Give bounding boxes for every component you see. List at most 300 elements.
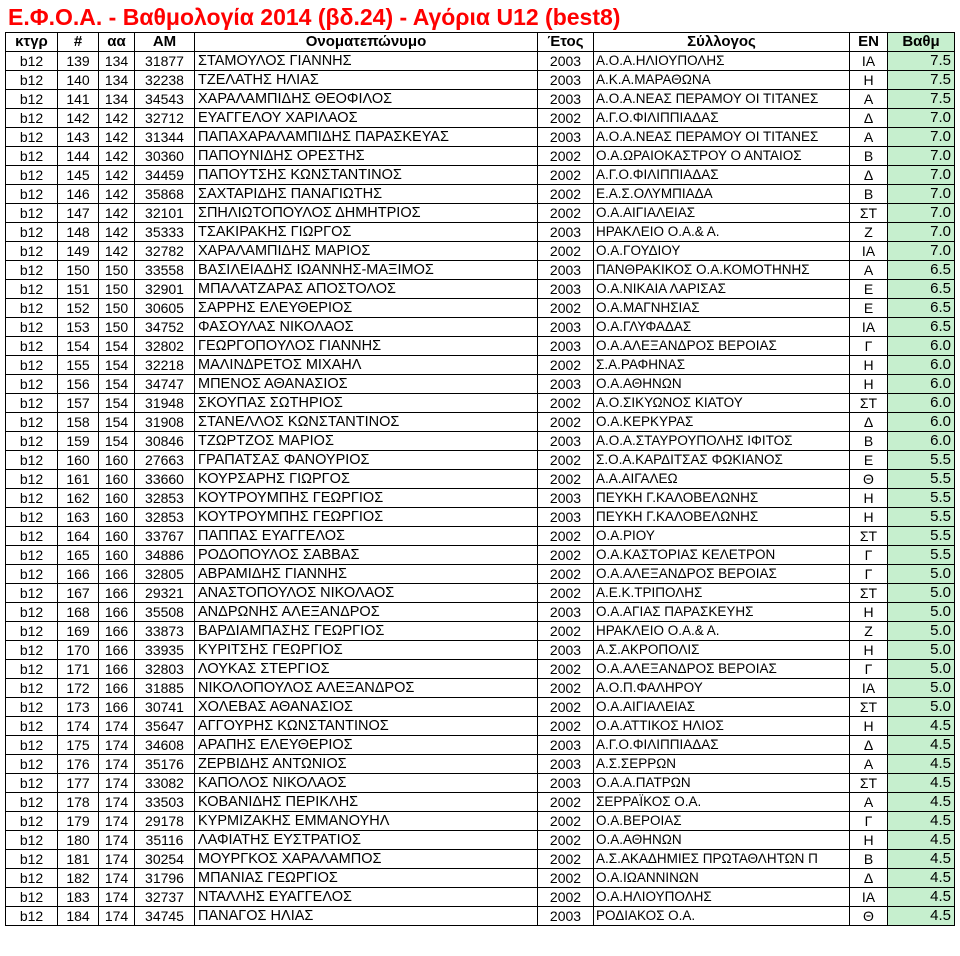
- cell-category: b12: [6, 831, 58, 850]
- cell-category: b12: [6, 565, 58, 584]
- cell-points: 7.0: [888, 147, 955, 166]
- table-row: [6, 394, 955, 413]
- header-region: ΕΝ: [850, 33, 888, 52]
- cell-position: 160: [99, 508, 135, 527]
- page-title: Ε.Φ.Ο.Α. - Βαθμολογία 2014 (βδ.24) - Αγόρια U12 (best8): [8, 4, 621, 30]
- cell-region: ΣΤ: [850, 584, 888, 603]
- table-row: [6, 584, 955, 603]
- table-row: [6, 508, 955, 527]
- cell-category: b12: [6, 90, 58, 109]
- cell-full-name: ΜΟΥΡΓΚΟΣ ΧΑΡΑΛΑΜΠΟΣ: [195, 850, 538, 869]
- cell-registration-number: 35116: [135, 831, 195, 850]
- cell-category: b12: [6, 280, 58, 299]
- cell-full-name: ΑΡΑΠΗΣ ΕΛΕΥΘΕΡΙΟΣ: [195, 736, 538, 755]
- cell-year: 2003: [538, 489, 594, 508]
- cell-rank: 174: [58, 717, 99, 736]
- cell-region: Η: [850, 831, 888, 850]
- cell-points: 7.5: [888, 90, 955, 109]
- cell-year: 2002: [538, 869, 594, 888]
- cell-rank: 143: [58, 128, 99, 147]
- table-row: [6, 622, 955, 641]
- cell-registration-number: 27663: [135, 451, 195, 470]
- cell-position: 166: [99, 603, 135, 622]
- cell-club: Ο.Α.ΗΛΙΟΥΠΟΛΗΣ: [594, 888, 850, 907]
- table-row: [6, 90, 955, 109]
- cell-registration-number: 29178: [135, 812, 195, 831]
- cell-category: b12: [6, 489, 58, 508]
- cell-year: 2003: [538, 641, 594, 660]
- table-row: [6, 375, 955, 394]
- cell-year: 2002: [538, 717, 594, 736]
- cell-category: b12: [6, 812, 58, 831]
- cell-category: b12: [6, 356, 58, 375]
- cell-rank: 179: [58, 812, 99, 831]
- cell-club: Α.Ο.Α.ΗΛΙΟΥΠΟΛΗΣ: [594, 52, 850, 71]
- table-row: [6, 869, 955, 888]
- cell-region: Β: [850, 147, 888, 166]
- cell-full-name: ΓΕΩΡΓΟΠΟΥΛΟΣ ΓΙΑΝΝΗΣ: [195, 337, 538, 356]
- cell-club: Α.Ο.Α.ΝΕΑΣ ΠΕΡΑΜΟΥ ΟΙ ΤΙΤΑΝΕΣ: [594, 90, 850, 109]
- cell-position: 174: [99, 812, 135, 831]
- cell-registration-number: 32901: [135, 280, 195, 299]
- cell-points: 6.0: [888, 413, 955, 432]
- cell-club: ΗΡΑΚΛΕΙΟ Ο.Α.& Α.: [594, 622, 850, 641]
- cell-points: 5.5: [888, 489, 955, 508]
- cell-full-name: ΣΤΑΝΕΛΛΟΣ ΚΩΝΣΤΑΝΤΙΝΟΣ: [195, 413, 538, 432]
- cell-year: 2002: [538, 622, 594, 641]
- cell-position: 174: [99, 907, 135, 926]
- table-row: [6, 280, 955, 299]
- cell-points: 5.0: [888, 660, 955, 679]
- cell-full-name: ΛΟΥΚΑΣ ΣΤΕΡΓΙΟΣ: [195, 660, 538, 679]
- cell-year: 2002: [538, 413, 594, 432]
- table-row: [6, 147, 955, 166]
- cell-rank: 158: [58, 413, 99, 432]
- cell-club: Σ.Ο.Α.ΚΑΡΔΙΤΣΑΣ ΦΩΚΙΑΝΟΣ: [594, 451, 850, 470]
- cell-full-name: ΑΝΔΡΩΝΗΣ ΑΛΕΞΑΝΔΡΟΣ: [195, 603, 538, 622]
- table-row: [6, 52, 955, 71]
- cell-rank: 170: [58, 641, 99, 660]
- cell-rank: 157: [58, 394, 99, 413]
- cell-points: 4.5: [888, 869, 955, 888]
- cell-club: Ο.Α.ΚΕΡΚΥΡΑΣ: [594, 413, 850, 432]
- cell-registration-number: 33660: [135, 470, 195, 489]
- cell-club: Ο.Α.ΑΙΓΙΑΛΕΙΑΣ: [594, 698, 850, 717]
- cell-registration-number: 31877: [135, 52, 195, 71]
- cell-year: 2003: [538, 337, 594, 356]
- cell-club: Ο.Α.ΑΙΓΙΑΛΕΙΑΣ: [594, 204, 850, 223]
- cell-rank: 140: [58, 71, 99, 90]
- cell-full-name: ΜΑΛΙΝΔΡΕΤΟΣ ΜΙΧΑΗΛ: [195, 356, 538, 375]
- cell-club: Ο.Α.ΑΤΤΙΚΟΣ ΗΛΙΟΣ: [594, 717, 850, 736]
- cell-full-name: ΦΑΣΟΥΛΑΣ ΝΙΚΟΛΑΟΣ: [195, 318, 538, 337]
- cell-club: Ο.Α.ΑΛΕΞΑΝΔΡΟΣ ΒΕΡΟΙΑΣ: [594, 337, 850, 356]
- cell-rank: 144: [58, 147, 99, 166]
- table-row: [6, 318, 955, 337]
- table-row: [6, 185, 955, 204]
- table-row: [6, 299, 955, 318]
- cell-position: 142: [99, 147, 135, 166]
- cell-club: Α.Σ.ΑΚΑΔΗΜΙΕΣ ΠΡΩΤΑΘΛΗΤΩΝ Π: [594, 850, 850, 869]
- cell-registration-number: 34886: [135, 546, 195, 565]
- cell-registration-number: 32853: [135, 489, 195, 508]
- cell-rank: 142: [58, 109, 99, 128]
- cell-club: Ο.Α.ΩΡΑΙΟΚΑΣΤΡΟΥ Ο ΑΝΤΑΙΟΣ: [594, 147, 850, 166]
- cell-registration-number: 34459: [135, 166, 195, 185]
- cell-year: 2002: [538, 451, 594, 470]
- cell-position: 142: [99, 166, 135, 185]
- cell-registration-number: 33935: [135, 641, 195, 660]
- cell-rank: 178: [58, 793, 99, 812]
- cell-points: 5.5: [888, 527, 955, 546]
- cell-region: Ζ: [850, 223, 888, 242]
- cell-category: b12: [6, 128, 58, 147]
- cell-full-name: ΝΤΑΛΛΗΣ ΕΥΑΓΓΕΛΟΣ: [195, 888, 538, 907]
- cell-region: Β: [850, 185, 888, 204]
- cell-position: 174: [99, 850, 135, 869]
- cell-club: ΠΑΝΘΡΑΚΙΚΟΣ Ο.Α.ΚΟΜΟΤΗΝΗΣ: [594, 261, 850, 280]
- cell-region: Δ: [850, 109, 888, 128]
- cell-year: 2003: [538, 375, 594, 394]
- table-row: [6, 489, 955, 508]
- cell-full-name: ΠΑΠΟΥΝΙΔΗΣ ΟΡΕΣΤΗΣ: [195, 147, 538, 166]
- cell-region: Α: [850, 90, 888, 109]
- cell-registration-number: 32805: [135, 565, 195, 584]
- cell-points: 7.0: [888, 128, 955, 147]
- cell-points: 5.5: [888, 508, 955, 527]
- cell-position: 150: [99, 299, 135, 318]
- cell-year: 2002: [538, 660, 594, 679]
- cell-region: Α: [850, 755, 888, 774]
- table-row: [6, 850, 955, 869]
- cell-category: b12: [6, 261, 58, 280]
- cell-full-name: ΤΖΩΡΤΖΟΣ ΜΑΡΙΟΣ: [195, 432, 538, 451]
- cell-registration-number: 32853: [135, 508, 195, 527]
- cell-full-name: ΣΑΧΤΑΡΙΔΗΣ ΠΑΝΑΓΙΩΤΗΣ: [195, 185, 538, 204]
- table-row: [6, 907, 955, 926]
- cell-full-name: ΠΑΠΑΧΑΡΑΛΑΜΠΙΔΗΣ ΠΑΡΑΣΚΕΥΑΣ: [195, 128, 538, 147]
- cell-club: Ο.Α.ΑΘΗΝΩΝ: [594, 375, 850, 394]
- cell-category: b12: [6, 318, 58, 337]
- cell-rank: 175: [58, 736, 99, 755]
- cell-position: 154: [99, 394, 135, 413]
- cell-registration-number: 34745: [135, 907, 195, 926]
- cell-region: ΣΤ: [850, 527, 888, 546]
- cell-points: 4.5: [888, 888, 955, 907]
- cell-year: 2002: [538, 888, 594, 907]
- cell-points: 7.5: [888, 71, 955, 90]
- cell-club: Ο.Α.ΡΙΟΥ: [594, 527, 850, 546]
- cell-full-name: ΑΓΓΟΥΡΗΣ ΚΩΝΣΤΑΝΤΙΝΟΣ: [195, 717, 538, 736]
- cell-category: b12: [6, 337, 58, 356]
- cell-position: 160: [99, 546, 135, 565]
- cell-full-name: ΓΡΑΠΑΤΣΑΣ ΦΑΝΟΥΡΙΟΣ: [195, 451, 538, 470]
- cell-full-name: ΣΑΡΡΗΣ ΕΛΕΥΘΕΡΙΟΣ: [195, 299, 538, 318]
- cell-points: 4.5: [888, 755, 955, 774]
- cell-full-name: ΣΤΑΜΟΥΛΟΣ ΓΙΑΝΝΗΣ: [195, 52, 538, 71]
- cell-category: b12: [6, 413, 58, 432]
- cell-points: 5.5: [888, 470, 955, 489]
- cell-full-name: ΖΕΡΒΙΔΗΣ ΑΝΤΩΝΙΟΣ: [195, 755, 538, 774]
- table-row: [6, 204, 955, 223]
- cell-registration-number: 34543: [135, 90, 195, 109]
- cell-position: 166: [99, 698, 135, 717]
- cell-region: ΣΤ: [850, 774, 888, 793]
- cell-registration-number: 35508: [135, 603, 195, 622]
- table-row: [6, 413, 955, 432]
- cell-points: 5.5: [888, 546, 955, 565]
- table-row: [6, 242, 955, 261]
- cell-category: b12: [6, 622, 58, 641]
- cell-points: 5.0: [888, 679, 955, 698]
- cell-points: 5.0: [888, 641, 955, 660]
- cell-club: Ο.Α.ΝΙΚΑΙΑ ΛΑΡΙΣΑΣ: [594, 280, 850, 299]
- cell-region: Η: [850, 508, 888, 527]
- cell-position: 154: [99, 337, 135, 356]
- cell-full-name: ΑΒΡΑΜΙΔΗΣ ΓΙΑΝΝΗΣ: [195, 565, 538, 584]
- cell-rank: 152: [58, 299, 99, 318]
- cell-registration-number: 32238: [135, 71, 195, 90]
- table-row: [6, 888, 955, 907]
- cell-position: 150: [99, 280, 135, 299]
- cell-region: ΙΑ: [850, 888, 888, 907]
- cell-region: Η: [850, 356, 888, 375]
- cell-year: 2002: [538, 394, 594, 413]
- cell-category: b12: [6, 888, 58, 907]
- header-category: κτγρ: [6, 33, 58, 52]
- cell-registration-number: 33873: [135, 622, 195, 641]
- cell-club: ΠΕΥΚΗ Γ.ΚΑΛΟΒΕΛΩΝΗΣ: [594, 489, 850, 508]
- table-row: [6, 793, 955, 812]
- cell-club: ΗΡΑΚΛΕΙΟ Ο.Α.& Α.: [594, 223, 850, 242]
- cell-points: 7.0: [888, 166, 955, 185]
- cell-region: Η: [850, 489, 888, 508]
- cell-registration-number: 31948: [135, 394, 195, 413]
- cell-points: 4.5: [888, 812, 955, 831]
- table-row: [6, 565, 955, 584]
- cell-club: ΠΕΥΚΗ Γ.ΚΑΛΟΒΕΛΩΝΗΣ: [594, 508, 850, 527]
- cell-region: Γ: [850, 546, 888, 565]
- cell-club: Ο.Α.Α.ΠΑΤΡΩΝ: [594, 774, 850, 793]
- cell-club: Α.Ε.Κ.ΤΡΙΠΟΛΗΣ: [594, 584, 850, 603]
- cell-club: Α.Ο.Α.ΝΕΑΣ ΠΕΡΑΜΟΥ ΟΙ ΤΙΤΑΝΕΣ: [594, 128, 850, 147]
- table-row: [6, 432, 955, 451]
- cell-category: b12: [6, 527, 58, 546]
- cell-points: 6.5: [888, 261, 955, 280]
- cell-registration-number: 30254: [135, 850, 195, 869]
- cell-club: Α.Α.ΑΙΓΑΛΕΩ: [594, 470, 850, 489]
- cell-category: b12: [6, 185, 58, 204]
- cell-full-name: ΜΠΑΛΑΤΖΑΡΑΣ ΑΠΟΣΤΟΛΟΣ: [195, 280, 538, 299]
- cell-rank: 169: [58, 622, 99, 641]
- cell-registration-number: 32803: [135, 660, 195, 679]
- cell-full-name: ΒΑΡΔΙΑΜΠΑΣΗΣ ΓΕΩΡΓΙΟΣ: [195, 622, 538, 641]
- cell-year: 2002: [538, 850, 594, 869]
- cell-points: 5.0: [888, 622, 955, 641]
- cell-position: 134: [99, 52, 135, 71]
- table-row: [6, 660, 955, 679]
- cell-rank: 139: [58, 52, 99, 71]
- cell-club: Α.Γ.Ο.ΦΙΛΙΠΠΙΑΔΑΣ: [594, 736, 850, 755]
- header-registration-number: ΑΜ: [135, 33, 195, 52]
- cell-region: ΙΑ: [850, 318, 888, 337]
- cell-points: 5.0: [888, 565, 955, 584]
- cell-registration-number: 34752: [135, 318, 195, 337]
- cell-points: 7.0: [888, 204, 955, 223]
- cell-points: 6.0: [888, 394, 955, 413]
- header-row: [6, 33, 955, 52]
- cell-category: b12: [6, 508, 58, 527]
- cell-club: Α.Σ.ΑΚΡΟΠΟΛΙΣ: [594, 641, 850, 660]
- cell-registration-number: 33503: [135, 793, 195, 812]
- cell-points: 6.0: [888, 432, 955, 451]
- cell-registration-number: 34747: [135, 375, 195, 394]
- cell-position: 134: [99, 71, 135, 90]
- table-row: [6, 755, 955, 774]
- table-row: [6, 698, 955, 717]
- cell-club: Α.Γ.Ο.ΦΙΛΙΠΠΙΑΔΑΣ: [594, 166, 850, 185]
- cell-position: 134: [99, 90, 135, 109]
- cell-position: 150: [99, 261, 135, 280]
- cell-region: ΙΑ: [850, 242, 888, 261]
- table-row: [6, 812, 955, 831]
- cell-full-name: ΚΥΡΙΤΣΗΣ ΓΕΩΡΓΙΟΣ: [195, 641, 538, 660]
- table-row: [6, 128, 955, 147]
- cell-points: 6.5: [888, 280, 955, 299]
- cell-category: b12: [6, 223, 58, 242]
- cell-registration-number: 32782: [135, 242, 195, 261]
- cell-position: 174: [99, 793, 135, 812]
- header-club: Σύλλογος: [594, 33, 850, 52]
- cell-position: 160: [99, 470, 135, 489]
- cell-rank: 173: [58, 698, 99, 717]
- cell-rank: 147: [58, 204, 99, 223]
- cell-full-name: ΚΟΥΤΡΟΥΜΠΗΣ ΓΕΩΡΓΙΟΣ: [195, 508, 538, 527]
- cell-category: b12: [6, 299, 58, 318]
- cell-points: 6.5: [888, 299, 955, 318]
- cell-category: b12: [6, 242, 58, 261]
- cell-region: Β: [850, 850, 888, 869]
- cell-category: b12: [6, 52, 58, 71]
- cell-year: 2002: [538, 356, 594, 375]
- cell-registration-number: 31885: [135, 679, 195, 698]
- table-row: [6, 261, 955, 280]
- cell-points: 6.0: [888, 356, 955, 375]
- cell-year: 2003: [538, 736, 594, 755]
- cell-points: 7.5: [888, 52, 955, 71]
- cell-rank: 166: [58, 565, 99, 584]
- cell-rank: 176: [58, 755, 99, 774]
- cell-club: Ο.Α.ΑΛΕΞΑΝΔΡΟΣ ΒΕΡΟΙΑΣ: [594, 660, 850, 679]
- cell-year: 2003: [538, 280, 594, 299]
- cell-rank: 145: [58, 166, 99, 185]
- cell-year: 2002: [538, 584, 594, 603]
- cell-registration-number: 31796: [135, 869, 195, 888]
- cell-category: b12: [6, 470, 58, 489]
- cell-position: 166: [99, 565, 135, 584]
- cell-region: Α: [850, 128, 888, 147]
- cell-position: 160: [99, 527, 135, 546]
- cell-club: Ο.Α.ΚΑΣΤΟΡΙΑΣ ΚΕΛΕΤΡΟΝ: [594, 546, 850, 565]
- cell-position: 174: [99, 774, 135, 793]
- cell-year: 2002: [538, 166, 594, 185]
- cell-rank: 164: [58, 527, 99, 546]
- cell-club: Ο.Α.ΒΕΡΟΙΑΣ: [594, 812, 850, 831]
- cell-points: 4.5: [888, 831, 955, 850]
- cell-region: Δ: [850, 869, 888, 888]
- cell-position: 150: [99, 318, 135, 337]
- cell-region: Α: [850, 793, 888, 812]
- cell-region: ΣΤ: [850, 698, 888, 717]
- cell-region: Α: [850, 261, 888, 280]
- table-row: [6, 831, 955, 850]
- cell-region: Η: [850, 717, 888, 736]
- cell-position: 142: [99, 109, 135, 128]
- cell-region: ΙΑ: [850, 52, 888, 71]
- cell-registration-number: 34608: [135, 736, 195, 755]
- cell-full-name: ΒΑΣΙΛΕΙΑΔΗΣ ΙΩΑΝΝΗΣ-ΜΑΞΙΜΟΣ: [195, 261, 538, 280]
- cell-full-name: ΧΟΛΕΒΑΣ ΑΘΑΝΑΣΙΟΣ: [195, 698, 538, 717]
- cell-category: b12: [6, 793, 58, 812]
- cell-position: 154: [99, 413, 135, 432]
- cell-position: 166: [99, 622, 135, 641]
- cell-category: b12: [6, 166, 58, 185]
- cell-year: 2003: [538, 907, 594, 926]
- cell-region: Γ: [850, 565, 888, 584]
- cell-position: 174: [99, 831, 135, 850]
- cell-registration-number: 32101: [135, 204, 195, 223]
- cell-full-name: ΑΝΑΣΤΟΠΟΥΛΟΣ ΝΙΚΟΛΑΟΣ: [195, 584, 538, 603]
- cell-category: b12: [6, 717, 58, 736]
- cell-region: Η: [850, 641, 888, 660]
- header-points: Βαθμ: [888, 33, 955, 52]
- cell-year: 2002: [538, 831, 594, 850]
- header-position: αα: [99, 33, 135, 52]
- cell-club: ΣΕΡΡΑΪΚΟΣ Ο.Α.: [594, 793, 850, 812]
- cell-region: Δ: [850, 736, 888, 755]
- cell-rank: 155: [58, 356, 99, 375]
- cell-points: 7.0: [888, 223, 955, 242]
- cell-position: 166: [99, 584, 135, 603]
- cell-category: b12: [6, 736, 58, 755]
- cell-year: 2003: [538, 52, 594, 71]
- cell-region: Γ: [850, 660, 888, 679]
- cell-category: b12: [6, 641, 58, 660]
- cell-rank: 161: [58, 470, 99, 489]
- cell-points: 7.0: [888, 185, 955, 204]
- cell-region: Δ: [850, 413, 888, 432]
- cell-full-name: ΠΑΝΑΓΟΣ ΗΛΙΑΣ: [195, 907, 538, 926]
- table-row: [6, 679, 955, 698]
- cell-position: 166: [99, 679, 135, 698]
- cell-rank: 167: [58, 584, 99, 603]
- cell-registration-number: 30605: [135, 299, 195, 318]
- table-row: [6, 527, 955, 546]
- header-year: Έτος: [538, 33, 594, 52]
- cell-full-name: ΝΙΚΟΛΟΠΟΥΛΟΣ ΑΛΕΞΑΝΔΡΟΣ: [195, 679, 538, 698]
- cell-rank: 182: [58, 869, 99, 888]
- cell-rank: 146: [58, 185, 99, 204]
- cell-points: 7.0: [888, 109, 955, 128]
- cell-position: 174: [99, 755, 135, 774]
- cell-year: 2002: [538, 698, 594, 717]
- cell-position: 142: [99, 242, 135, 261]
- cell-year: 2003: [538, 261, 594, 280]
- cell-position: 174: [99, 736, 135, 755]
- cell-rank: 183: [58, 888, 99, 907]
- cell-rank: 148: [58, 223, 99, 242]
- cell-category: b12: [6, 774, 58, 793]
